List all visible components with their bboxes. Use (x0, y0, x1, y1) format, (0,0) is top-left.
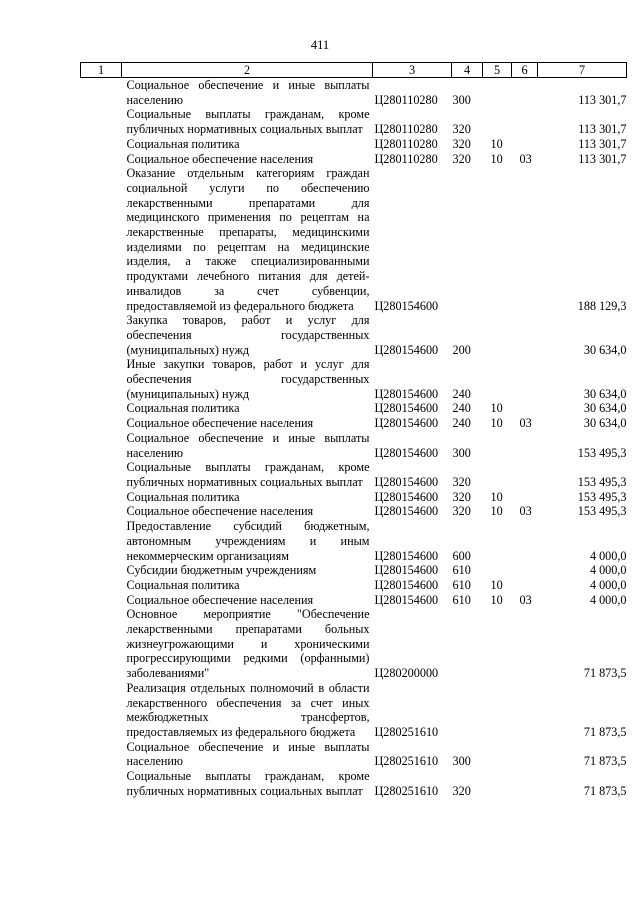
row-name: Закупка товаров, работ и услуг для обеспечения государственных (муниципальных) нужд (126, 313, 370, 357)
row-name: Социальное обеспечение и иные выплаты населению (126, 78, 370, 107)
row-section (483, 563, 512, 578)
table-row (81, 578, 627, 593)
row-section: 10 (490, 151, 503, 166)
row-name: Социальное обеспечение населения (126, 592, 314, 607)
table-row (81, 357, 627, 401)
row-name: Социальная политика (126, 136, 240, 151)
row-expense-type: 240 (452, 416, 471, 431)
row-subsection (512, 313, 538, 357)
row-expense-type: 320 (452, 489, 471, 504)
row-subsection (512, 490, 538, 505)
table-row (81, 107, 627, 136)
row-spacer-cell (81, 166, 122, 313)
row-name: Социальное обеспечение населения (126, 416, 314, 431)
row-section (483, 519, 512, 563)
row-expense-type: 300 (452, 92, 471, 107)
row-name: Социальное обеспечение и иные выплаты населению (126, 430, 370, 460)
row-subsection: 03 (519, 416, 532, 431)
row-expense-type: 610 (452, 592, 471, 607)
row-amount: 113 301,7 (578, 92, 627, 107)
row-amount: 4 000,0 (589, 577, 627, 592)
column-header: 7 (538, 63, 627, 78)
row-name: Социальная политика (126, 401, 240, 416)
row-amount: 30 634,0 (583, 386, 627, 401)
row-expense-type (452, 166, 483, 313)
table-row (81, 607, 627, 681)
row-subsection (512, 357, 538, 401)
row-spacer-cell (81, 769, 122, 798)
column-header: 4 (452, 63, 483, 78)
table-row (81, 401, 627, 416)
row-subsection (512, 107, 538, 136)
table-body (81, 78, 627, 799)
row-expense-type: 600 (452, 548, 471, 563)
row-expense-type: 300 (452, 754, 471, 769)
column-header: 1 (81, 63, 122, 78)
table-row (81, 416, 627, 431)
table-row (81, 78, 627, 108)
table-row (81, 740, 627, 769)
row-name: Социальное обеспечение населения (126, 504, 314, 519)
row-name: Реализация отдельных полномочий в области лекарственного обеспечения за счет иных межбюджетных трансфертов, предоставляемых из федерального бюджета (126, 680, 370, 739)
row-expense-type: 610 (452, 563, 471, 578)
row-amount: 71 873,5 (583, 754, 627, 769)
row-name: Социальные выплаты гражданам, кроме публичных нормативных социальных выплат (126, 460, 370, 489)
row-subsection (512, 769, 538, 798)
row-amount: 71 873,5 (583, 724, 627, 739)
row-code: Ц280154600 (374, 342, 439, 357)
row-code: Ц280154600 (374, 401, 439, 416)
row-code: Ц280154600 (374, 416, 439, 431)
row-spacer-cell (81, 593, 122, 608)
row-spacer-cell (81, 107, 122, 136)
row-code: Ц280154600 (374, 548, 439, 563)
row-spacer-cell (81, 152, 122, 167)
row-spacer-cell (81, 490, 122, 505)
row-code: Ц280251610 (374, 783, 439, 798)
row-subsection: 03 (519, 151, 532, 166)
row-expense-type: 240 (452, 401, 471, 416)
row-code: Ц280110280 (374, 122, 438, 137)
row-spacer-cell (81, 519, 122, 563)
row-section (483, 607, 512, 681)
row-expense-type: 320 (452, 504, 471, 519)
row-name: Основное мероприятие "Обеспечение лекарственными препаратами больных жизнеугрожающими и хроническими прогрессирующими редкими (орфанными) заболеваниями" (126, 607, 370, 681)
table-row (81, 137, 627, 152)
table-header-row (81, 63, 627, 78)
row-code: Ц280251610 (374, 754, 439, 769)
row-section (483, 166, 512, 313)
row-amount: 4 000,0 (589, 563, 627, 578)
row-subsection (512, 607, 538, 681)
row-spacer-cell (81, 578, 122, 593)
row-expense-type: 320 (452, 474, 471, 489)
row-subsection: 03 (519, 504, 532, 519)
row-subsection (512, 137, 538, 152)
row-section (483, 357, 512, 401)
table-row (81, 313, 627, 357)
row-expense-type: 240 (452, 386, 471, 401)
row-section (483, 769, 512, 798)
row-section: 10 (490, 401, 503, 416)
row-spacer-cell (81, 401, 122, 416)
row-section: 10 (490, 416, 503, 431)
row-spacer-cell (81, 681, 122, 740)
row-code: Ц280154600 (374, 298, 439, 313)
row-name: Иные закупки товаров, работ и услуг для обеспечения государственных (муниципальных) нужд (126, 357, 370, 401)
row-code: Ц280154600 (374, 489, 439, 504)
table-row (81, 490, 627, 505)
row-amount: 113 301,7 (578, 122, 627, 137)
row-spacer-cell (81, 607, 122, 681)
row-amount: 153 495,3 (577, 474, 627, 489)
row-amount: 30 634,0 (583, 416, 627, 431)
row-spacer-cell (81, 431, 122, 460)
row-amount: 30 634,0 (583, 342, 627, 357)
row-spacer-cell (81, 357, 122, 401)
table-row (81, 166, 627, 313)
row-amount: 188 129,3 (577, 298, 627, 313)
row-subsection (512, 681, 538, 740)
row-name: Оказание отдельным категориям граждан социальной услуги по обеспечению лекарственными препаратами для медицинского применения по рецептам на лекарственные препараты, медицинскими изделиями по рецептам на медицинские изделия, а также специализированными продуктами лечебного питания для детей-инвалидов за счет субвенции, предоставляемой из федерального бюджета (126, 166, 370, 313)
row-code: Ц280154600 (374, 445, 439, 460)
row-subsection (512, 78, 538, 108)
row-section (483, 740, 512, 769)
row-expense-type: 320 (452, 151, 471, 166)
row-subsection (512, 563, 538, 578)
row-expense-type (452, 681, 483, 740)
row-subsection (512, 740, 538, 769)
table-row (81, 563, 627, 578)
row-expense-type: 320 (452, 136, 471, 151)
row-amount: 113 301,7 (578, 136, 627, 151)
row-amount: 153 495,3 (577, 445, 627, 460)
row-amount: 153 495,3 (577, 489, 627, 504)
row-code: Ц280110280 (374, 92, 438, 107)
row-name: Социальная политика (126, 577, 240, 592)
table-row (81, 431, 627, 460)
budget-table (80, 62, 627, 798)
row-spacer-cell (81, 740, 122, 769)
row-code: Ц280154600 (374, 474, 439, 489)
row-code: Ц280154600 (374, 577, 439, 592)
column-header: 5 (483, 63, 512, 78)
row-section: 10 (490, 592, 503, 607)
row-code: Ц280154600 (374, 592, 439, 607)
row-subsection: 03 (519, 592, 532, 607)
column-header: 3 (373, 63, 452, 78)
row-section (483, 313, 512, 357)
row-code: Ц280154600 (374, 563, 439, 578)
row-name: Социальное обеспечение населения (126, 151, 314, 166)
row-expense-type: 610 (452, 577, 471, 592)
row-code: Ц280110280 (374, 136, 438, 151)
row-spacer-cell (81, 313, 122, 357)
row-subsection (512, 460, 538, 489)
row-amount: 113 301,7 (578, 151, 627, 166)
row-spacer-cell (81, 563, 122, 578)
row-section: 10 (490, 136, 503, 151)
row-amount: 71 873,5 (583, 666, 627, 681)
row-code: Ц280200000 (374, 666, 439, 681)
row-name: Социальное обеспечение и иные выплаты населению (126, 739, 370, 769)
row-spacer-cell (81, 504, 122, 519)
row-spacer-cell (81, 460, 122, 489)
row-section (483, 78, 512, 108)
row-amount: 153 495,3 (577, 504, 627, 519)
row-amount: 4 000,0 (589, 592, 627, 607)
row-subsection (512, 519, 538, 563)
row-section: 10 (490, 577, 503, 592)
table-row (81, 152, 627, 167)
row-name: Социальные выплаты гражданам, кроме публичных нормативных социальных выплат (126, 107, 370, 137)
row-code: Ц280251610 (374, 724, 439, 739)
row-expense-type: 300 (452, 445, 471, 460)
table-row (81, 681, 627, 740)
row-name: Субсидии бюджетным учреждениям (126, 563, 317, 578)
row-section (483, 431, 512, 460)
row-subsection (512, 431, 538, 460)
table-row (81, 460, 627, 489)
table-row (81, 504, 627, 519)
row-expense-type: 320 (452, 783, 471, 798)
table-row (81, 769, 627, 798)
row-name: Социальная политика (126, 489, 240, 504)
row-code: Ц280154600 (374, 504, 439, 519)
row-code: Ц280110280 (374, 151, 438, 166)
row-amount: 71 873,5 (583, 783, 627, 798)
row-expense-type: 320 (452, 122, 471, 137)
row-spacer-cell (81, 416, 122, 431)
row-section: 10 (490, 504, 503, 519)
row-subsection (512, 166, 538, 313)
row-amount: 4 000,0 (589, 548, 627, 563)
row-section: 10 (490, 489, 503, 504)
row-name: Социальные выплаты гражданам, кроме публичных нормативных социальных выплат (126, 769, 370, 798)
row-expense-type: 200 (452, 342, 471, 357)
row-subsection (512, 401, 538, 416)
row-code: Ц280154600 (374, 386, 439, 401)
page-number: 411 (310, 38, 330, 52)
row-section (483, 460, 512, 489)
row-spacer-cell (81, 137, 122, 152)
row-section (483, 681, 512, 740)
column-header: 6 (512, 63, 538, 78)
row-amount: 30 634,0 (583, 401, 627, 416)
row-section (483, 107, 512, 136)
row-name: Предоставление субсидий бюджетным, автономным учреждениям и иным некоммерческим организациям (126, 519, 370, 563)
row-subsection (512, 578, 538, 593)
table-row (81, 593, 627, 608)
row-expense-type (452, 607, 483, 681)
column-header: 2 (122, 63, 373, 78)
table-row (81, 519, 627, 563)
row-spacer-cell (81, 78, 122, 108)
